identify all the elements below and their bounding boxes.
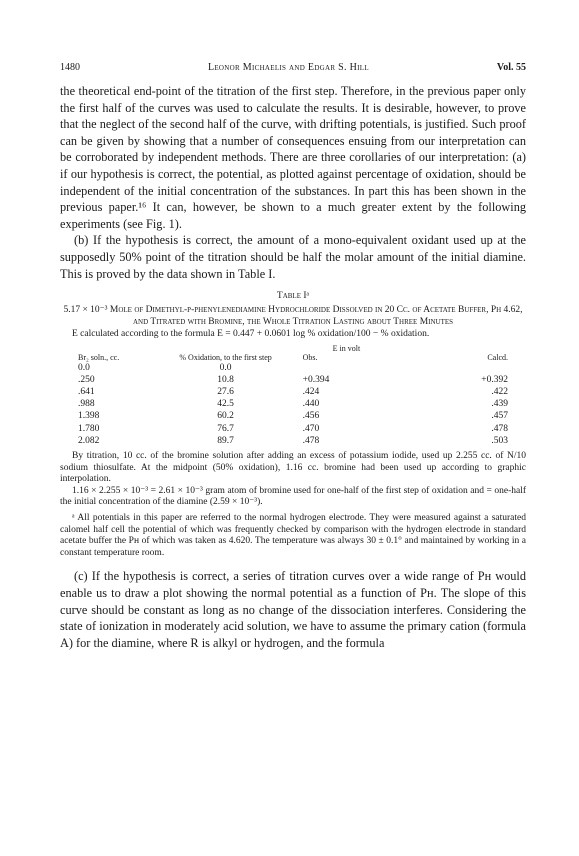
- cell-obs: +0.394: [302, 374, 330, 385]
- header-group-e: E in volt: [332, 343, 361, 353]
- header-calcd: Calcd.: [487, 352, 508, 362]
- table-row: [78, 362, 508, 374]
- cell-calcd: .422: [491, 387, 508, 398]
- header-obs-label: Obs.: [302, 352, 318, 362]
- table-header-row: [78, 344, 508, 362]
- table-note-2: 1.16 × 2.255 × 10⁻³ = 2.61 × 10⁻³ gram atom of bromine used for one-half of the first step of oxidation and = one-half the initial concentration of the diamine (2.59 × 10⁻³).: [60, 485, 526, 508]
- cell-oxidation: 89.7: [217, 435, 234, 446]
- running-title: Leonor Michaelis and Edgar S. Hill: [207, 62, 369, 73]
- page-number: 1480: [60, 62, 80, 73]
- cell-oxidation: 76.7: [217, 423, 234, 434]
- header-oxidation: % Oxidation, to the first step: [179, 352, 272, 362]
- cell-calcd: .503: [491, 435, 508, 446]
- paragraph-1: the theoretical end-point of the titration of the first step. Therefore, in the previous paper only the first half of the curves was used to calculate the results. It is desirable, however, to prove that the neglect of the second half of the curve, with drifting potentials, is justified. Such proof can be given by showing that a number of consequences ensuing from our interpretation can be corroborated by independent methods. There are three corollaries of our interpretation: (a) if our hypothesis is correct, the potential, as plotted against percentage of oxidation, should be independent of the initial concentration of the substances. In part this has been shown in the previous paper.¹⁶ It can, however, be shown to a much greater extent by the following experiments (see Fig. 1).: [60, 84, 526, 231]
- header-br: Br₂ soln., cc.: [78, 352, 120, 362]
- table-row: [78, 435, 508, 447]
- cell-obs: .440: [302, 399, 320, 410]
- cell-calcd: .478: [491, 423, 508, 434]
- cell-obs: .456: [302, 411, 320, 422]
- cell-obs: [303, 362, 406, 374]
- cell-oxidation: 42.5: [217, 399, 234, 410]
- page: [60, 62, 526, 651]
- cell-oxidation: 60.2: [217, 411, 234, 422]
- table-row: [78, 374, 508, 386]
- cell-oxidation: 0.0: [219, 362, 232, 373]
- table-body: [78, 362, 508, 447]
- data-table: [78, 344, 508, 447]
- paragraph-3: (c) If the hypothesis is correct, a series of titration curves over a wide range of Pн would enable us to draw a plot showing the normal potential as a function of Pн. The slope of this curve should be constant as long as no change of the dissociation interferes. Considering the state of ionization in moderately acid solution, we have to assume the primary cation (formula A) for the diamine, where R is alkyl or hydrogen, and the formula: [60, 569, 526, 650]
- cell-br: 0.0: [78, 362, 90, 373]
- running-header: [60, 62, 526, 74]
- table-note-1: By titration, 10 cc. of the bromine solution after adding an excess of potassium iodide, used up 2.255 cc. of N/10 sodium thiosulfate. At the midpoint (50% oxidation), 1.16 cc. bromine had been used up according to graphic interpolation.: [60, 451, 526, 485]
- cell-calcd: +0.392: [481, 374, 508, 385]
- paragraph-2: (b) If the hypothesis is correct, the amount of a mono-equivalent oxidant used up at the supposedly 50% point of the titration should be half the molar amount of the initial diamine. This is proved by the data shown in Table I.: [60, 233, 526, 281]
- table-row: [78, 398, 508, 410]
- cell-br: 1.780: [78, 423, 100, 434]
- table-row: [78, 410, 508, 422]
- table-label: Table Iᵃ: [276, 291, 310, 302]
- header-obs: [303, 344, 406, 362]
- cell-br: .250: [78, 374, 95, 385]
- cell-oxidation: 27.6: [217, 387, 234, 398]
- table-row: [78, 386, 508, 398]
- cell-oxidation: 10.8: [217, 374, 234, 385]
- table-formula-note: E calculated according to the formula E = 0.447 + 0.0601 log % oxidation/100 − % oxidation.: [72, 329, 430, 340]
- cell-br: .988: [78, 399, 95, 410]
- table-caption: 5.17 × 10⁻³ Mole of Dimethyl-p-phenylenediamine Hydrochloride Dissolved in 20 Cc. of Acetate Buffer, Pн 4.62, and Titrated with Bromine, the Whole Titration Lasting about Three Minutes: [63, 305, 523, 327]
- cell-obs: .470: [302, 423, 320, 434]
- cell-calcd: [405, 362, 508, 374]
- cell-obs: .424: [302, 387, 320, 398]
- cell-br: 2.082: [78, 435, 100, 446]
- cell-obs: .478: [302, 435, 320, 446]
- volume-label: Vol. 55: [496, 62, 526, 73]
- cell-calcd: .457: [491, 411, 508, 422]
- table-footnote: ᵃ All potentials in this paper are referred to the normal hydrogen electrode. They were measured against a saturated calomel half cell the potential of which was frequently checked by comparison with the hydrogen electrode in standard acetate buffer the Pн of which was taken as 4.620. The temperature was always 30 ± 0.1° and maintained by working in a constant temperature room.: [60, 513, 526, 558]
- cell-br: .641: [78, 387, 95, 398]
- cell-calcd: .439: [491, 399, 508, 410]
- cell-br: 1.398: [78, 411, 100, 422]
- table-row: [78, 423, 508, 435]
